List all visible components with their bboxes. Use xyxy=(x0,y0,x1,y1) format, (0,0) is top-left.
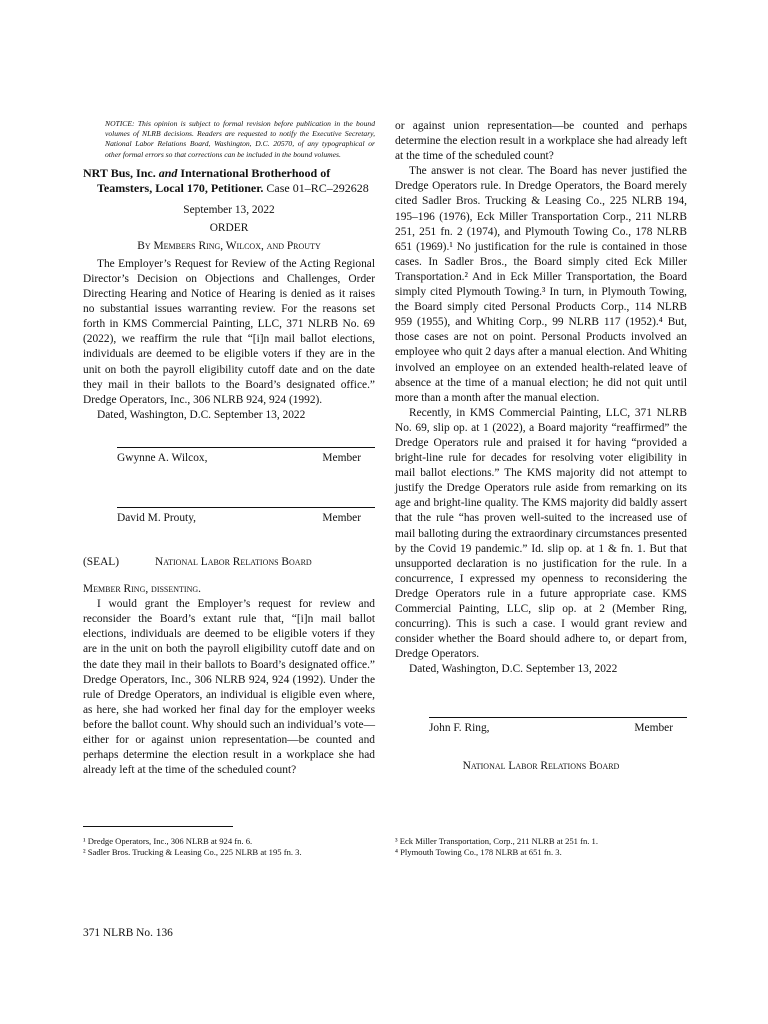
footnotes-right xyxy=(395,836,687,858)
seal-label: (SEAL) xyxy=(83,555,120,568)
case-number: Case 01–RC–292628 xyxy=(266,181,369,196)
signature-line xyxy=(429,717,687,718)
notice-text: NOTICE: This opinion is subject to formal revision before publication in the bound volumes of NLRB decisions. Readers are requested to notify the Executive Secretary, National Labor Relations Board, Washington, D.C. 20570, of any typographical or other formal errors so that corrections can be included in the bound volumes. xyxy=(105,119,375,159)
footnotes-left xyxy=(83,836,375,858)
dissent-paragraph-1: I would grant the Employer’s request for review and reconsider the Board’s extant rule that, “[i]n mail ballot elections, individuals are deemed to be eligible voters if they are in the unit on both the payroll eligibility cutoff date and on the date they mail in their ballots to Board’s designated office.” Dredge Operators, Inc., 306 NLRB 924, 924 (1992). Under the rule of Dredge Operators, an individual is eligible even where, as here, she had worked her final day for the employer weeks before the ballot count. Why should such an individual’s vote—either for or against union representation—be counted and perhaps determine the election result in a workplace she had already left at the time of the scheduled count? xyxy=(83,598,375,777)
dissent-heading: Member Ring, dissenting. xyxy=(83,583,202,596)
left-column xyxy=(83,119,375,777)
decision-date: September 13, 2022 xyxy=(183,203,275,216)
dissent-paragraph-2: The answer is not clear. The Board has never justified the Dredge Operators rule. In Dredge Operators, the Board merely cited Sadler Bros. Trucking & Leasing Co., 225 NLRB 194, 195–196 (1976), Eck Miller Transportation Corp., 211 NLRB 251, 251 fn. 2 (1974), and Plymouth Towing Co., 178 NLRB 651 (1969).¹ No justification for the rule is contained in those cases. In Sadler Bros., the Board simply cited Eck Miller Transportation.² And in Eck Miller Transportation, the Board simply cited Plymouth Towing.³ In turn, in Plymouth Towing, the Board simply cited Personal Products Corp., 114 NLRB 959 (1955), and Whiting Corp., 99 NLRB 117 (1952).⁴ But, those cases are not on point. Personal Products involved an employee who quit 2 days after a manual election. And Whiting involved an employee on an extended health-related leave of absence at the time of a manual election; he did not quit until more than a month after the manual election. xyxy=(395,165,687,404)
footnote-3: ³ Eck Miller Transportation, Corp., 211 NLRB at 251 fn. 1. xyxy=(395,836,599,846)
dissent-paragraph-1-continued: or against union representation—be counted and perhaps determine the election result in a workplace she had already left at the time of the scheduled count? xyxy=(395,120,687,163)
signer-name: Gwynne A. Wilcox, xyxy=(117,451,208,464)
members-line: By Members Ring, Wilcox, and Prouty xyxy=(137,239,321,252)
dissent-dated-line: Dated, Washington, D.C. September 13, 2022 xyxy=(409,663,618,676)
signature-block-ring xyxy=(395,695,687,757)
party-employer: NRT Bus, Inc. xyxy=(83,165,156,180)
case-caption xyxy=(83,166,375,197)
right-column xyxy=(395,119,687,775)
signature-line xyxy=(117,507,375,508)
footnote-4: ⁴ Plymouth Towing Co., 178 NLRB at 651 fn. 3. xyxy=(395,847,562,857)
board-name-right: National Labor Relations Board xyxy=(462,760,620,773)
signer-title: Member xyxy=(322,511,361,524)
order-heading: ORDER xyxy=(209,221,249,234)
signer-title: Member xyxy=(322,451,361,464)
caption-and: and xyxy=(158,165,178,180)
footnote-2: ² Sadler Bros. Trucking & Leasing Co., 225 NLRB at 195 fn. 3. xyxy=(83,847,302,857)
signer-title: Member xyxy=(634,722,673,735)
board-name: National Labor Relations Board xyxy=(155,555,312,568)
signer-name: John F. Ring, xyxy=(429,722,490,735)
party-petitioner: International Brotherhood of Teamsters, Local 170, Petitioner. xyxy=(97,165,331,196)
order-paragraph: The Employer’s Request for Review of the Acting Regional Director’s Decision on Objections and Challenges, Order Directing Hearing and Notice of Hearing is denied as it raises no substantial issues warranting review. For the reasons set forth in KMS Commercial Painting, LLC, 371 NLRB No. 69 (2022), we reaffirm the rule that “[i]n mail ballot elections, individuals are deemed to be eligible voters if they are in the unit on both the payroll eligibility cutoff date and on the date they mail in their ballots to the Board’s designated office.” Dredge Operators, Inc., 306 NLRB 924, 924 (1992). xyxy=(83,257,375,406)
nlrb-citation: 371 NLRB No. 136 xyxy=(83,927,173,939)
footnote-1: ¹ Dredge Operators, Inc., 306 NLRB at 924 fn. 6. xyxy=(83,836,253,846)
dissent-paragraph-3: Recently, in KMS Commercial Painting, LLC, 371 NLRB No. 69, slip op. at 1 (2022), a Board majority “reaffirmed” the Dredge Operators rule and praised it for having “provided a bright-line rule for decades for resolving voter eligibility in mail ballot elections.” The KMS majority did not attempt to justify the Dredge Operators rule aside from remarking on its age and bright-line quality. The KMS majority did baldly assert that the rule “has proven well-suited to the increased use of mail balloting during the extraordinary circumstances presented by the Covid 19 pandemic.” Id. slip op. at 1 & fn. 1. But that unsupported declaration is no justification for the rule. In a concurrence, I expressed my openness to reconsidering the Dredge Operators rule in a future appropriate case. KMS Commercial Painting, LLC, slip op. at 2 (Member Ring, concurring). This is such a case. I would grant review and consider whether the Board should adhere to, or depart from, Dredge Operators. xyxy=(395,406,687,661)
signature-block-prouty xyxy=(83,483,375,539)
dated-line: Dated, Washington, D.C. September 13, 2022 xyxy=(97,408,306,421)
footnote-rule-left xyxy=(83,826,233,827)
signature-line xyxy=(117,447,375,448)
signer-name: David M. Prouty, xyxy=(117,511,196,524)
seal-row xyxy=(83,555,375,570)
signature-block-wilcox xyxy=(83,423,375,479)
